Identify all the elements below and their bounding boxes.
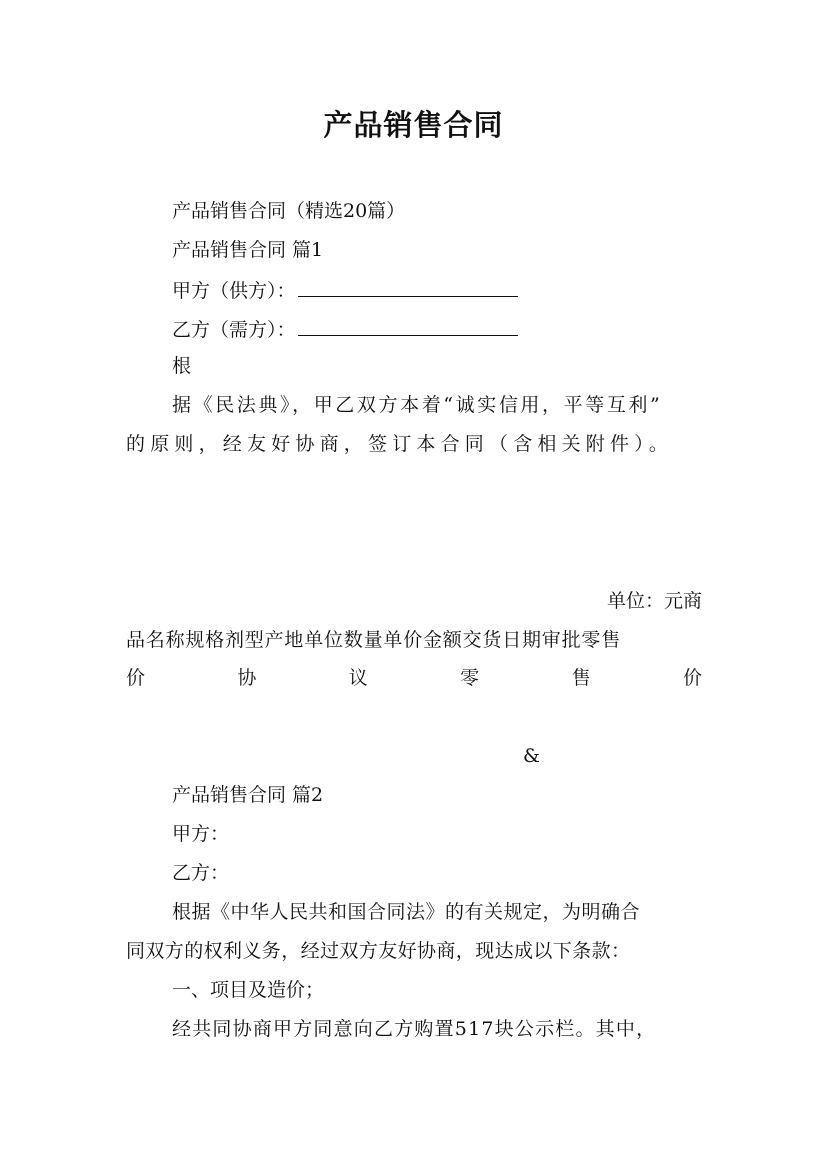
paragraph-line: 经共同协商甲方同意向乙方购置517块公示栏。其中，: [172, 1018, 657, 1040]
document-title: 产品销售合同: [323, 108, 504, 142]
subtitle-line: 产品销售合同（精选20篇）: [172, 200, 406, 222]
unit-line: 单位：元商: [606, 590, 702, 612]
paragraph-line: 据《民法典》，甲乙双方本着“诚实信用，平等互利”: [172, 394, 663, 416]
header-word: 议: [348, 667, 368, 689]
paragraph-line: 同双方的权利义务，经过双方友好协商，现达成以下条款：: [126, 940, 631, 962]
header-word: 价: [126, 667, 146, 689]
paragraph-line: 的原则，经友好协商，签订本合同（含相关附件）。: [126, 433, 674, 455]
ampersand-symbol: &: [523, 745, 540, 767]
party-b-line: [172, 315, 706, 343]
paragraph-line: 根据《中华人民共和国合同法》的有关规定，为明确合: [172, 901, 641, 923]
party-a-line: [172, 276, 706, 304]
party-b-line-2: 乙方：: [172, 862, 230, 884]
party-b-blank: [298, 315, 518, 336]
party-b-label: 乙方（需方）：: [172, 319, 296, 341]
section-heading-1: 产品销售合同 篇1: [172, 239, 324, 261]
clause-heading: 一、项目及造价；: [172, 979, 325, 1001]
header-word: 售: [571, 667, 591, 689]
table-header-continuation: [126, 665, 702, 691]
table-header-line: 品名称规格剂型产地单位数量单价金额交货日期审批零售: [126, 629, 622, 651]
header-word: 价: [682, 667, 702, 689]
party-a-label: 甲方（供方）：: [172, 280, 296, 302]
paragraph-line: 根: [172, 355, 192, 377]
party-a-blank: [298, 276, 518, 297]
party-a-line-2: 甲方：: [172, 823, 230, 845]
header-word: 协: [237, 667, 257, 689]
section-heading-2: 产品销售合同 篇2: [172, 784, 324, 806]
header-word: 零: [460, 667, 480, 689]
